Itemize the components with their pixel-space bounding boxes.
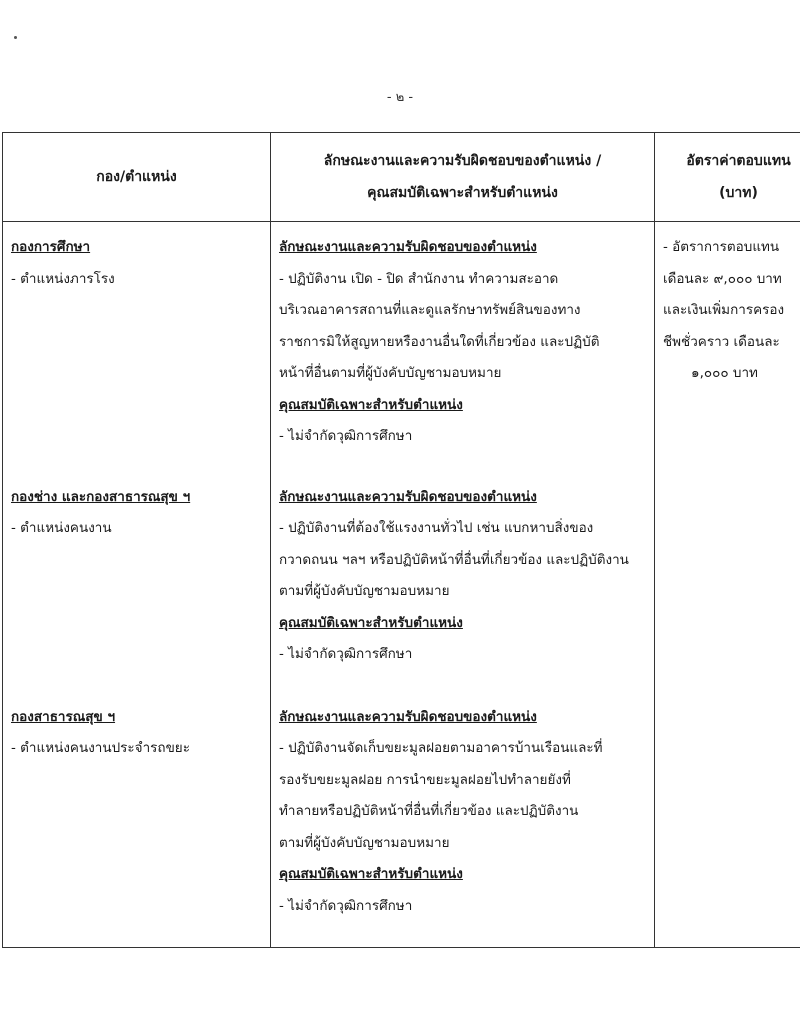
duties-line: ตามที่ผู้บังคับบัญชามอบหมาย [279, 583, 450, 599]
header-compensation: อัตราค่าตอบแทน (บาท) [655, 133, 800, 222]
duties-title: ลักษณะงานและความรับผิดชอบของตำแหน่ง [279, 488, 537, 505]
pay-line: และเงินเพิ่มการครอง [663, 302, 785, 318]
duties-line: ทำลายหรือปฏิบัติหน้าที่อื่นที่เกี่ยวข้อง และปฏิบัติงาน [279, 803, 579, 819]
pay-line: ๑,๐๐๐ บาท [691, 365, 758, 381]
duties-line: ราชการมิให้สูญหายหรืองานอื่นใดที่เกี่ยวข้อง และปฏิบัติ [279, 333, 600, 350]
duties-cell [271, 472, 655, 692]
pay-line: - อัตราการตอบแทน [663, 239, 780, 255]
duties-title: ลักษณะงานและความรับผิดชอบของตำแหน่ง [279, 708, 537, 725]
header-duties-qualifications: ลักษณะงานและความรับผิดชอบของตำแหน่ง / คุณสมบัติเฉพาะสำหรับตำแหน่ง [271, 133, 655, 222]
duties-title: ลักษณะงานและความรับผิดชอบของตำแหน่ง [279, 239, 537, 255]
duties-line: ตามที่ผู้บังคับบัญชามอบหมาย [279, 834, 450, 851]
qualification-text: - ไม่จำกัดวุฒิการศึกษา [279, 646, 413, 662]
header-department-position: กอง/ตำแหน่ง [3, 133, 271, 222]
duties-line: รองรับขยะมูลฝอย การนำขยะมูลฝอยไปทำลายยังที่ [279, 771, 571, 788]
position-name: - ตำแหน่งภารโรง [11, 270, 115, 287]
pay-line: ชีพชั่วคราว เดือนละ [663, 333, 780, 350]
department-name: กองช่าง และกองสาธารณสุข ฯ [11, 488, 191, 505]
scan-speck [14, 36, 17, 39]
qualification-text: - ไม่จำกัดวุฒิการศึกษา [279, 428, 413, 444]
qualification-title: คุณสมบัติเฉพาะสำหรับตำแหน่ง [279, 866, 463, 882]
duties-line: - ปฏิบัติงาน เปิด - ปิด สำนักงาน ทำความสะอาด [279, 270, 559, 287]
duties-cell [271, 222, 655, 472]
duties-cell [271, 692, 655, 948]
table-header-row [3, 133, 800, 222]
table-row [3, 222, 800, 472]
qualification-title: คุณสมบัติเฉพาะสำหรับตำแหน่ง [279, 396, 463, 413]
duties-line: หน้าที่อื่นตามที่ผู้บังคับบัญชามอบหมาย [279, 365, 502, 381]
department-name: กองการศึกษา [11, 239, 91, 255]
department-cell [3, 472, 271, 692]
duties-line: - ปฏิบัติงานจัดเก็บขยะมูลฝอยตามอาคารบ้านเรือนและที่ [279, 740, 603, 756]
position-name: - ตำแหน่งคนงาน [11, 520, 112, 536]
duties-line: - ปฏิบัติงานที่ต้องใช้แรงงานทั่วไป เช่น แบกหาบสิ่งของ [279, 520, 594, 536]
department-name: กองสาธารณสุข ฯ [11, 708, 116, 725]
qualification-text: - ไม่จำกัดวุฒิการศึกษา [279, 897, 413, 914]
position-name: - ตำแหน่งคนงานประจำรถขยะ [11, 740, 190, 756]
department-cell [3, 222, 271, 472]
position-table [2, 132, 800, 948]
pay-line: เดือนละ ๙,๐๐๐ บาท [663, 270, 782, 287]
compensation-cell [655, 222, 800, 948]
duties-line: กวาดถนน ฯลฯ หรือปฏิบัติหน้าที่อื่นที่เกี่ยวข้อง และปฏิบัติงาน [279, 551, 629, 568]
qualification-title: คุณสมบัติเฉพาะสำหรับตำแหน่ง [279, 614, 463, 631]
page-number: - ๒ - [386, 90, 414, 105]
department-cell [3, 692, 271, 948]
duties-line: บริเวณอาคารสถานที่และดูแลรักษาทรัพย์สินของทาง [279, 302, 581, 318]
